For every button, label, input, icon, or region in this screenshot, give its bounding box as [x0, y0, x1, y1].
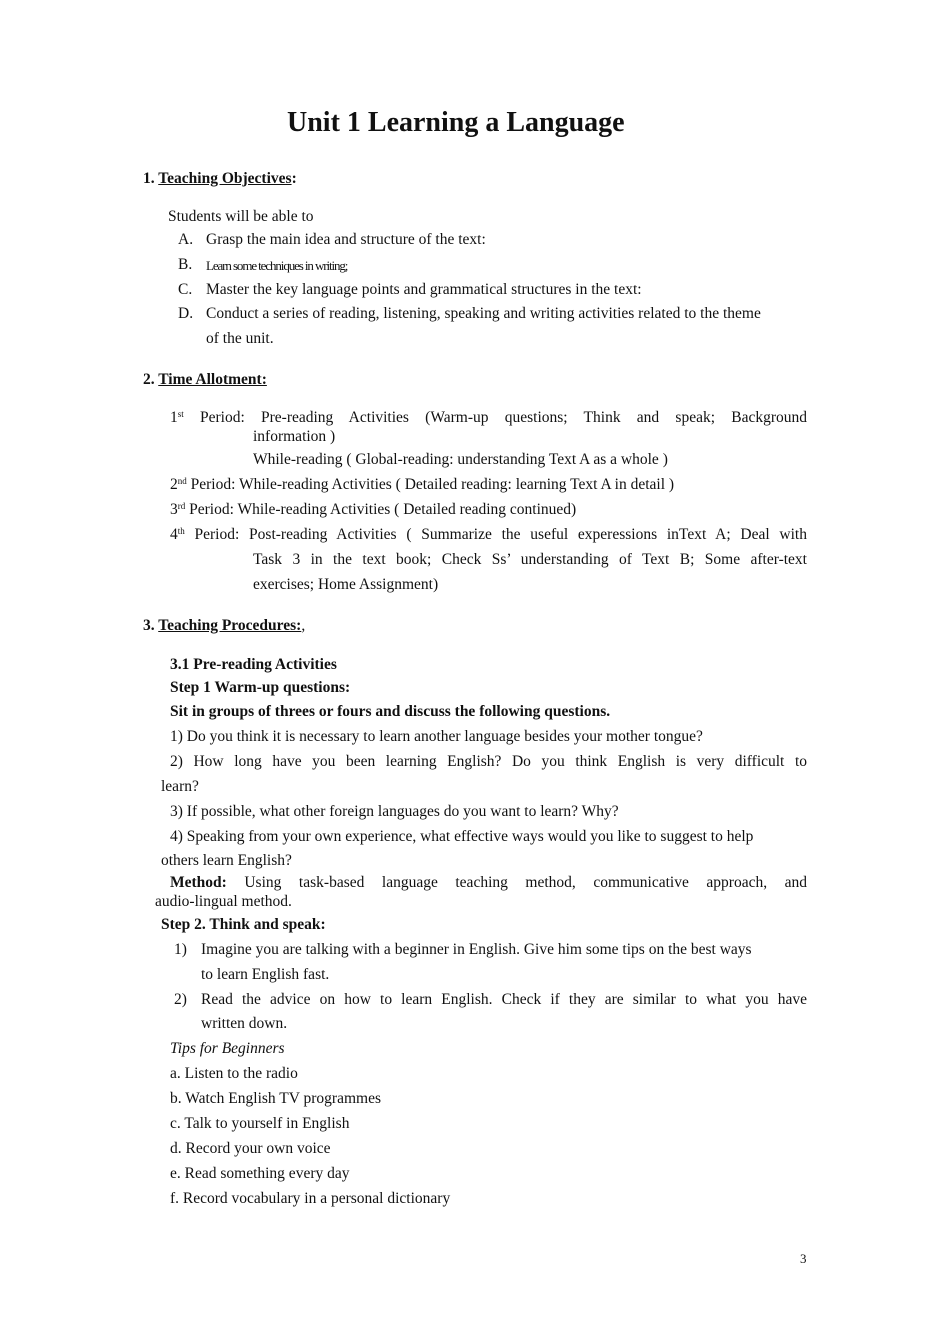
tip-item: d. Record your own voice	[170, 1140, 331, 1157]
section-2-heading	[143, 371, 267, 390]
section-title: Time Allotment:	[158, 371, 267, 388]
tip-item: c. Talk to yourself in English	[170, 1115, 350, 1132]
question-2-continued: learn?	[161, 778, 199, 795]
step-1-heading: Step 1 Warm-up questions:	[170, 679, 351, 696]
objective-text: Master the key language points and grammatical structures in the text:	[206, 281, 642, 298]
page-number: 3	[800, 1251, 807, 1266]
method-label: Method:	[170, 874, 227, 891]
period-4: 4th Period: Post-reading Activities ( Summarize the useful experessions inText A; Deal with	[170, 526, 807, 543]
tip-item: b. Watch English TV programmes	[170, 1090, 381, 1107]
step-2-item-text: Imagine you are talking with a beginner in English. Give him some tips on the best ways	[201, 941, 752, 958]
step-2-item-text: Read the advice on how to learn English. Check if they are similar to what you have	[201, 991, 807, 1008]
objective-text: Learn some techniques in writing;	[206, 258, 348, 273]
question-1: 1) Do you think it is necessary to learn another language besides your mother tongue?	[170, 728, 703, 745]
objective-text-continued: of the unit.	[206, 330, 274, 347]
period-4-continued-2: exercises; Home Assignment)	[253, 576, 439, 593]
step-2-item-continued: written down.	[201, 1015, 288, 1032]
section-number: 2.	[143, 371, 159, 388]
method-continued: audio-lingual method.	[155, 893, 292, 910]
question-4: 4) Speaking from your own experience, what effective ways would you like to suggest to help	[170, 828, 754, 845]
step-2-heading: Step 2. Think and speak:	[161, 916, 326, 933]
tip-item: e. Read something every day	[170, 1165, 350, 1182]
objective-letter: B.	[178, 256, 193, 273]
section-1-heading	[143, 170, 297, 189]
period-2: 2nd Period: While-reading Activities ( Detailed reading: learning Text A in detail )	[170, 476, 675, 493]
section-title: Teaching Procedures:	[158, 617, 302, 634]
step-2-item-number: 2)	[174, 991, 187, 1008]
tip-item: f. Record vocabulary in a personal dictionary	[170, 1190, 451, 1207]
section-colon: :	[291, 170, 297, 187]
step-1-instruction: Sit in groups of threes or fours and discuss the following questions.	[170, 703, 611, 720]
objective-text: Conduct a series of reading, listening, speaking and writing activities related to the theme	[206, 305, 761, 322]
objective-text: Grasp the main idea and structure of the text:	[206, 231, 486, 248]
subsection-heading: 3.1 Pre-reading Activities	[170, 656, 337, 673]
section-number: 1.	[143, 170, 159, 187]
period-3: 3rd Period: While-reading Activities ( Detailed reading continued)	[170, 501, 577, 518]
step-2-item-continued: to learn English fast.	[201, 966, 330, 983]
objectives-intro: Students will be able to	[168, 208, 314, 225]
section-3-heading: 3. Teaching Procedures:,	[143, 617, 306, 634]
question-3: 3) If possible, what other foreign languages do you want to learn? Why?	[170, 803, 619, 820]
section-title: Teaching Objectives	[158, 170, 292, 187]
question-2: 2) How long have you been learning English? Do you think English is very difficult to	[170, 753, 807, 770]
period-1-continued: information )	[253, 428, 336, 445]
objective-letter: D.	[178, 305, 194, 322]
step-2-item-number: 1)	[174, 941, 187, 958]
section-number: 3.	[143, 617, 159, 634]
period-1-while-reading: While-reading ( Global-reading: understanding Text A as a whole )	[253, 451, 668, 468]
period-4-continued: Task 3 in the text book; Check Ss’ understanding of Text B; Some after-text	[253, 551, 807, 568]
period-1: 1st Period: Pre-reading Activities (Warm-up questions; Think and speak; Background	[170, 409, 807, 426]
tips-title: Tips for Beginners	[170, 1040, 285, 1057]
page-title: Unit 1 Learning a Language	[287, 107, 625, 138]
question-4-continued: others learn English?	[161, 852, 292, 869]
objective-letter: A.	[178, 231, 194, 248]
method-line: Method: Using task-based language teaching method, communicative approach, and	[170, 874, 807, 891]
objective-letter: C.	[178, 281, 193, 298]
tip-item: a. Listen to the radio	[170, 1065, 298, 1082]
